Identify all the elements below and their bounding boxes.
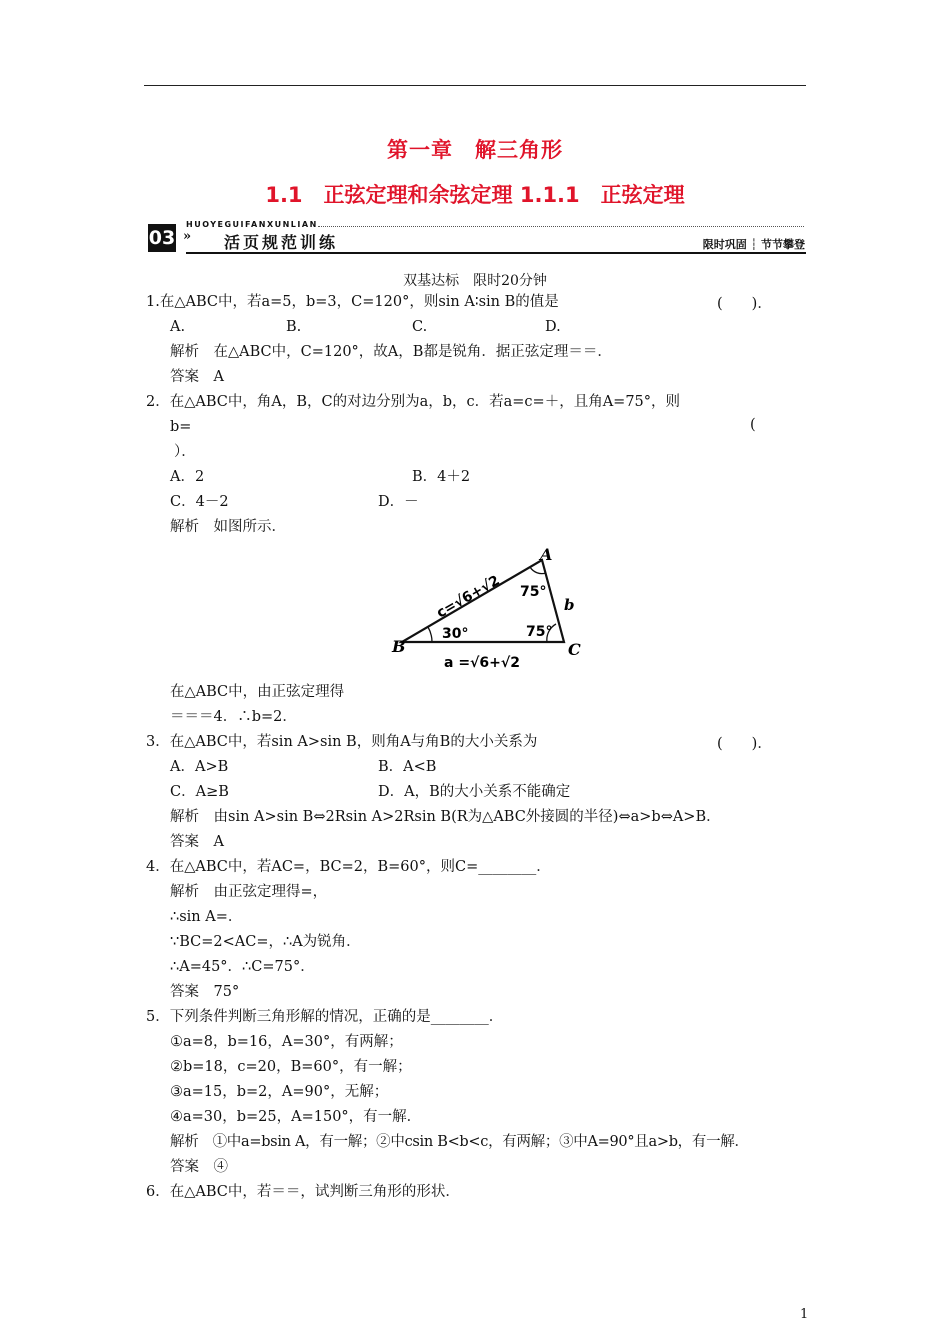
- q5-answer: 答案 ④: [170, 1159, 228, 1175]
- q3-option-a: A．A>B: [170, 759, 229, 775]
- q1-answer: 答案 A: [170, 369, 224, 385]
- q3-stem: 3．在△ABC中，若sin A>sin B，则角A与角B的大小关系为: [146, 734, 538, 750]
- q6-stem: 6．在△ABC中，若＝＝，试判断三角形的形状．: [146, 1184, 460, 1200]
- banner-dotted-rule: [318, 226, 804, 227]
- angle-a-label: 75°: [520, 584, 547, 600]
- q5-item-2: ②b=18，c=20，B=60°，有一解；: [170, 1059, 412, 1075]
- q4-step-1: ∴sin A=．: [170, 909, 243, 925]
- subtitle: 双基达标 限时20分钟: [403, 273, 547, 289]
- side-a-label: a =√6+√2: [444, 655, 520, 671]
- q4-analysis: 解析 由正弦定理得=，: [170, 884, 328, 900]
- top-rule: [144, 85, 806, 86]
- q1-answer-blank: ( )．: [717, 296, 772, 312]
- q3-answer-blank: ( )．: [717, 736, 772, 752]
- q5-item-4: ④a=30，b=25，A=150°，有一解．: [170, 1109, 422, 1125]
- q3-answer: 答案 A: [170, 834, 224, 850]
- banner-rule: [186, 252, 806, 254]
- q5-item-3: ③a=15，b=2，A=90°，无解；: [170, 1084, 389, 1100]
- angle-b-label: 30°: [442, 626, 469, 642]
- q3-option-d: D．A，B的大小关系不能确定: [378, 784, 571, 800]
- q1-analysis: 解析 在△ABC中，C=120°，故A，B都是锐角．据正弦定理＝＝．: [170, 344, 612, 360]
- banner-title: 活页规范训练: [224, 233, 339, 252]
- chapter-title: 第一章 解三角形: [387, 138, 563, 162]
- q1-option-d: D.: [545, 319, 561, 335]
- banner-number: 03: [148, 224, 176, 252]
- side-b-label: b: [564, 596, 575, 614]
- page-number: 1: [800, 1307, 809, 1322]
- q2-option-b: B．4＋2: [412, 469, 471, 485]
- section-title: 1.1 正弦定理和余弦定理 1.1.1 正弦定理: [265, 183, 685, 207]
- q2-stem-b: b=: [170, 419, 192, 435]
- q2-analysis: 解析 如图所示．: [170, 519, 286, 535]
- q5-item-1: ①a=8，b=16，A=30°，有两解；: [170, 1034, 403, 1050]
- q2-step-2: ＝＝＝4．∴b=2．: [170, 709, 297, 725]
- q4-answer: 答案 75°: [170, 984, 240, 1000]
- vertex-c-label: C: [568, 640, 581, 659]
- angle-b-arc: [428, 627, 432, 642]
- q1-option-b: B.: [286, 319, 302, 335]
- q2-stem: 2．在△ABC中，角A，B，C的对边分别为a，b，c．若a=c=＋，且角A=75°，则: [146, 394, 681, 410]
- q1-option-a: A.: [170, 319, 186, 335]
- q4-step-2: ∵BC=2<AC=，∴A为锐角．: [170, 934, 361, 950]
- q1-stem: 1.在△ABC中，若a=5，b=3，C=120°，则sin A∶sin B的值是: [146, 294, 559, 310]
- vertex-a-label: A: [540, 545, 553, 564]
- triangle-figure: [380, 540, 600, 675]
- side-c-label: c=√6+√2: [434, 572, 503, 622]
- banner-right-label: 限时巩固 ┆ 节节攀登: [702, 238, 805, 251]
- angle-c-label: 75°: [526, 624, 553, 640]
- q1-option-c: C.: [412, 319, 428, 335]
- banner-pinyin: HUOYEGUIFANXUNLIAN: [186, 220, 318, 229]
- q3-analysis: 解析 由sin A>sin B⇔2Rsin A>2Rsin B(R为△ABC外接圆的半径)⇔a>b⇔A>B．: [170, 809, 721, 825]
- q3-option-c: C．A≥B: [170, 784, 229, 800]
- q2-stem-end: ）．: [174, 444, 196, 460]
- chevron-icon: »: [183, 229, 192, 244]
- vertex-b-label: B: [392, 637, 406, 656]
- q2-option-c: C．4－2: [170, 494, 229, 510]
- q2-answer-blank: (: [750, 417, 756, 433]
- q3-option-b: B．A<B: [378, 759, 437, 775]
- q4-stem: 4．在△ABC中，若AC=，BC=2，B=60°，则C=________．: [146, 859, 551, 875]
- q2-option-d: D．－: [378, 494, 419, 510]
- q4-step-3: ∴A=45°．∴C=75°．: [170, 959, 315, 975]
- q2-option-a: A．2: [170, 469, 205, 485]
- q5-stem: 5．下列条件判断三角形解的情况，正确的是________．: [146, 1009, 504, 1025]
- q5-analysis: 解析 ①中a=bsin A，有一解；②中csin B<b<c，有两解；③中A=90°且a>b，有一解．: [170, 1134, 749, 1150]
- q2-step-1: 在△ABC中，由正弦定理得: [170, 684, 345, 700]
